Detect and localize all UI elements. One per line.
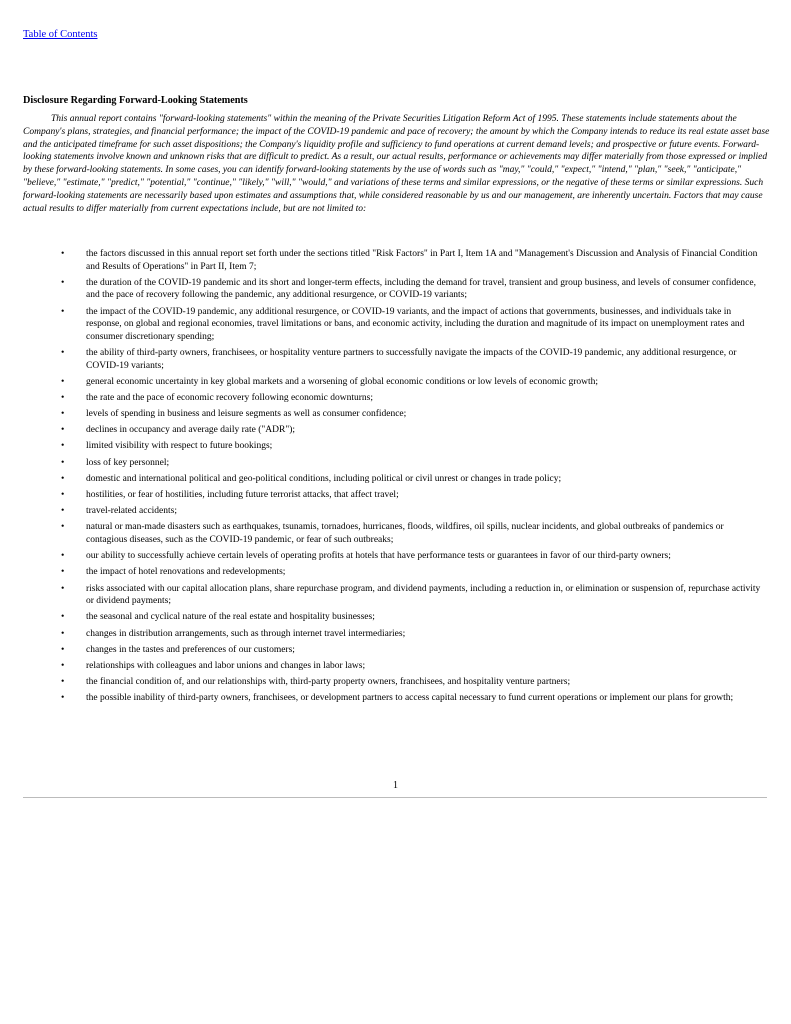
- list-item-text: the financial condition of, and our relationships with, third-party property owners, franchisees, and hospitality venture partners;: [86, 677, 571, 688]
- list-item: [0, 408, 766, 421]
- list-item-text: our ability to successfully achieve certain levels of operating profits at hotels that have performance tests or guarantees in favor of our third-party owners;: [86, 551, 671, 562]
- risk-factor-list: [0, 248, 791, 708]
- list-item: [0, 457, 766, 470]
- list-item-text: domestic and international political and geo-political conditions, including political or civil unrest or changes in trade policy;: [86, 473, 562, 484]
- page-number: 1: [393, 780, 398, 791]
- list-item: [0, 376, 766, 389]
- bullet-icon: •: [61, 277, 65, 288]
- bullet-icon: •: [61, 441, 65, 452]
- bullet-icon: •: [61, 376, 65, 387]
- list-item-text: changes in distribution arrangements, such as through internet travel intermediaries;: [86, 628, 406, 639]
- list-item-text: the impact of hotel renovations and redevelopments;: [86, 567, 286, 578]
- page-divider: [23, 797, 767, 798]
- list-item: [0, 392, 766, 405]
- list-item-text: the rate and the pace of economic recovery following economic downturns;: [86, 392, 374, 403]
- bullet-icon: •: [61, 693, 65, 704]
- bullet-icon: •: [61, 583, 65, 594]
- list-item: [0, 440, 766, 453]
- list-item-text: limited visibility with respect to future bookings;: [86, 441, 273, 452]
- list-item: [0, 628, 766, 641]
- list-item: [0, 306, 766, 344]
- list-item-text: natural or man-made disasters such as earthquakes, tsunamis, tornadoes, hurricanes, floods, wildfires, oil spills, nuclear incidents, and global outbreaks of pandemics or contagious diseases, such as the COVID-19 pandemic, or fear of such outbreaks;: [86, 522, 724, 545]
- list-item: [0, 566, 766, 579]
- list-item-text: the impact of the COVID-19 pandemic, any additional resurgence, or COVID-19 variants, and the impact of actions that governments, businesses, and individuals take in response, on global and regional economies, travel limitations or bans, and economic activity, including the duration and magnitude of its impact on unemployment rates and consumer discretionary spending;: [86, 306, 745, 342]
- bullet-icon: •: [61, 457, 65, 468]
- bullet-icon: •: [61, 347, 65, 358]
- list-item-text: the duration of the COVID-19 pandemic and its short and longer-term effects, including the demand for travel, transient and group business, and levels of consumer confidence, and the pace of recovery following the pandemic, any additional resurgence, or COVID-19 variants;: [86, 277, 756, 301]
- list-item: [0, 424, 766, 437]
- list-item-text: changes in the tastes and preferences of our customers;: [86, 644, 295, 655]
- bullet-icon: •: [61, 660, 65, 671]
- list-item: [0, 660, 766, 673]
- bullet-icon: •: [61, 249, 65, 259]
- section-heading: Disclosure Regarding Forward-Looking Statements: [23, 95, 248, 106]
- list-item: [0, 550, 766, 563]
- bullet-icon: •: [61, 490, 65, 501]
- list-item: [0, 692, 766, 705]
- list-item: [0, 644, 766, 657]
- list-item-text: declines in occupancy and average daily rate ("ADR");: [86, 425, 296, 436]
- bullet-icon: •: [61, 306, 65, 317]
- bullet-icon: •: [61, 425, 65, 436]
- bullet-icon: •: [61, 506, 65, 517]
- list-item-text: risks associated with our capital allocation plans, share repurchase program, and dividend payments, including a reduction in, or elimination or suspension of, repurchase activity or dividend payments;: [86, 583, 761, 607]
- bullet-icon: •: [61, 551, 65, 562]
- list-item: [0, 248, 766, 273]
- list-item-text: the ability of third-party owners, franchisees, or hospitality venture partners to successfully navigate the impacts of the COVID-19 pandemic, any additional resurgence, or COVID-19 variants;: [86, 347, 737, 371]
- bullet-icon: •: [61, 409, 65, 420]
- list-item-text: the possible inability of third-party owners, franchisees, or development partners to access capital necessary to fund current operations or implement our plans for growth;: [86, 693, 734, 704]
- table-of-contents-link[interactable]: Table of Contents: [23, 29, 98, 40]
- list-item: [0, 473, 766, 486]
- list-item-text: hostilities, or fear of hostilities, including future terrorist attacks, that affect travel;: [86, 490, 399, 501]
- list-item: [0, 676, 766, 689]
- list-item-text: levels of spending in business and leisure segments as well as consumer confidence;: [86, 409, 407, 420]
- bullet-icon: •: [61, 473, 65, 484]
- list-item: [0, 521, 766, 546]
- list-item-text: travel-related accidents;: [86, 506, 177, 517]
- list-item: [0, 583, 766, 608]
- bullet-icon: •: [61, 612, 65, 623]
- bullet-icon: •: [61, 644, 65, 655]
- bullet-icon: •: [61, 522, 65, 533]
- intro-paragraph: This annual report contains "forward-looking statements" within the meaning of the Private Securities Litigation Reform Act of 1995. These statements include statements about the Company's plans, strategies, and financial performance; the impact of the COVID-19 pandemic and pace of recovery; the amount by which the Company intends to reduce its real estate asset base and the anticipated timeframe for such asset dispositions; the Company's liquidity profile and sufficiency to fund operations at current demand levels; and prospective or future events. Forward-looking statements involve known and unknown risks that are difficult to predict. As a result, our actual results, performance or achievements may differ materially from those expressed or implied by these forward-looking statements. In some cases, you can identify forward-looking statements by the use of words such as "may," "could," "expect," "intend," "plan," "seek," "anticipate," "believe," "estimate," "predict," "potential," "continue," "likely," "will," "would," and variations of these terms and similar expressions, or the negative of these terms or similar expressions. Such forward-looking statements are necessarily based upon estimates and assumptions that, while considered reasonable by us and our management, are inherently uncertain. Factors that may cause actual results to differ materially from current expectations include, but are not limited to:: [23, 114, 770, 214]
- list-item-text: general economic uncertainty in key global markets and a worsening of global economic conditions or low levels of economic growth;: [86, 376, 599, 387]
- list-item: [0, 489, 766, 502]
- list-item-text: the factors discussed in this annual report set forth under the sections titled "Risk Factors" in Part I, Item 1A and "Management's Discussion and Analysis of Financial Condition and Results of Operations" in Part II, Item 7;: [86, 249, 758, 272]
- list-item-text: relationships with colleagues and labor unions and changes in labor laws;: [86, 660, 366, 671]
- bullet-icon: •: [61, 628, 65, 639]
- bullet-icon: •: [61, 567, 65, 578]
- bullet-icon: •: [61, 677, 65, 688]
- list-item: [0, 505, 766, 518]
- list-item: [0, 347, 766, 372]
- list-item-text: loss of key personnel;: [86, 457, 170, 468]
- list-item: [0, 611, 766, 624]
- list-item-text: the seasonal and cyclical nature of the real estate and hospitality businesses;: [86, 612, 375, 623]
- bullet-icon: •: [61, 392, 65, 403]
- list-item: [0, 277, 766, 302]
